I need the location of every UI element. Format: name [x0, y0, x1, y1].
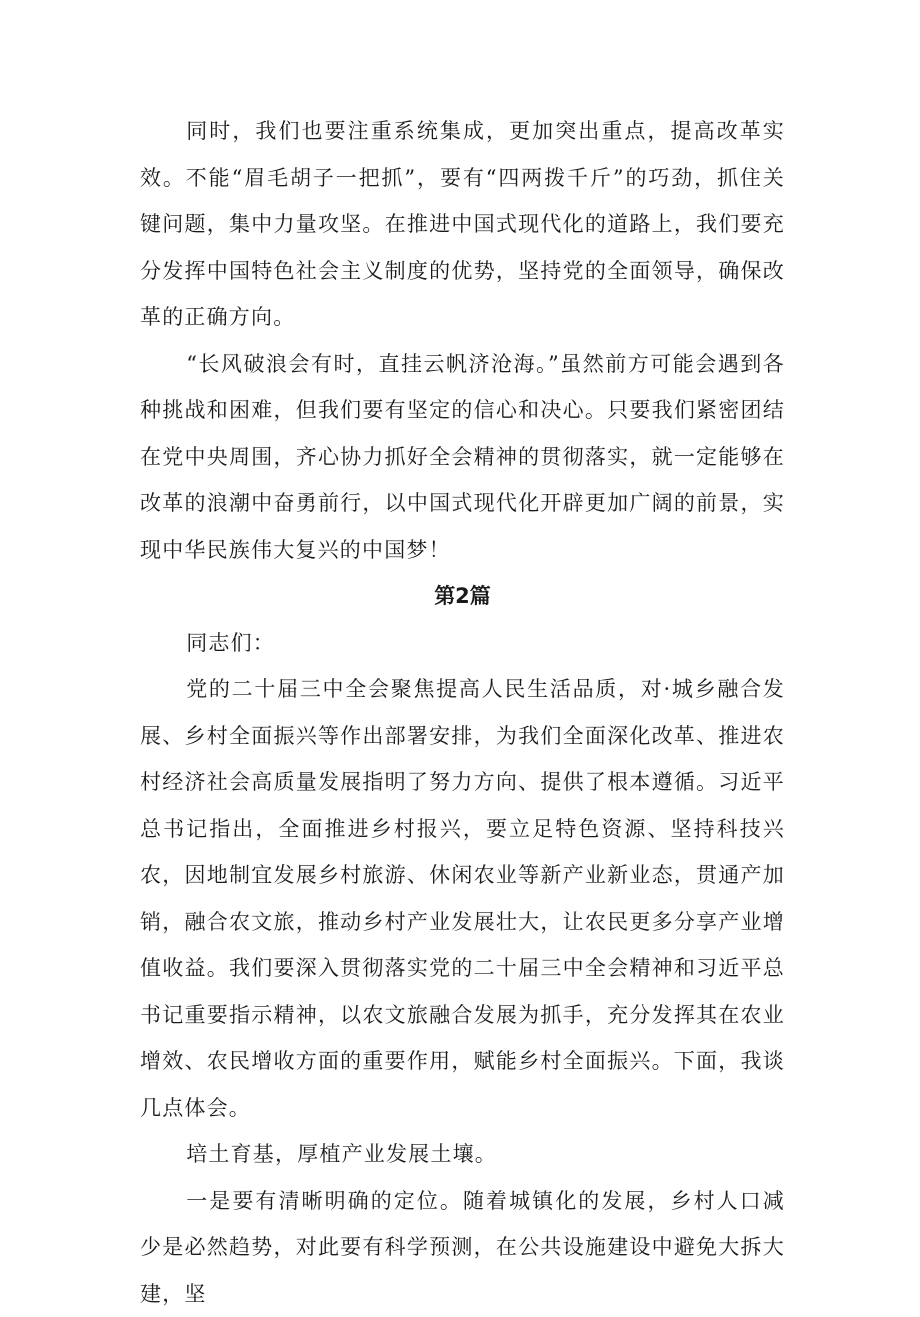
paragraph-system-integration: 同时，我们也要注重系统集成，更加突出重点，提高改革实效。不能“眉毛胡子一把抓”，要有“四两拨千斤”的巧劲，抓住关键问题，集中力量攻坚。在推进中国式现代化的道路上，我们要充分发挥中国特色社会主义制度的优势，坚持党的全面领导，确保改革的正确方向。 — [140, 108, 785, 341]
document-body — [140, 108, 785, 1317]
paragraph-point-one: 一是要有清晰明确的定位。随着城镇化的发展，乡村人口减少是必然趋势，对此要有科学预测，在公共设施建设中避免大拆大建，坚 — [140, 1178, 785, 1317]
paragraph-subheading: 培土育基，厚植产业发展土壤。 — [140, 1131, 785, 1178]
paragraph-plenum-intro: 党的二十届三中全会聚焦提高人民生活品质，对·城乡融合发展、乡村全面振兴等作出部署安排，为我们全面深化改革、推进农村经济社会高质量发展指明了努力方向、提供了根本遵循。习近平总书记指出，全面推进乡村报兴，要立足特色资源、坚持科技兴农，因地制宜发展乡村旅游、休闲农业等新产业新业态，贯通产加销，融合农文旅，推动乡村产业发展壮大，让农民更多分享产业增值收益。我们要深入贯彻落实党的二十届三中全会精神和习近平总书记重要指示精神，以农文旅融合发展为抓手，充分发挥其在农业增效、农民增收方面的重要作用，赋能乡村全面振兴。下面，我谈几点体会。 — [140, 666, 785, 1131]
paragraph-salutation: 同志们： — [140, 620, 785, 667]
paragraph-long-wind-quote: “长风破浪会有时，直挂云帆济沧海。”虽然前方可能会遇到各种挑战和困难，但我们要有坚定的信心和决心。只要我们紧密团结在党中央周围，齐心协力抓好全会精神的贯彻落实，就一定能够在改革的浪潮中奋勇前行，以中国式现代化开辟更加广阔的前景，实现中华民族伟大复兴的中国梦！ — [140, 341, 785, 574]
section-heading: 第2篇 — [140, 573, 785, 620]
